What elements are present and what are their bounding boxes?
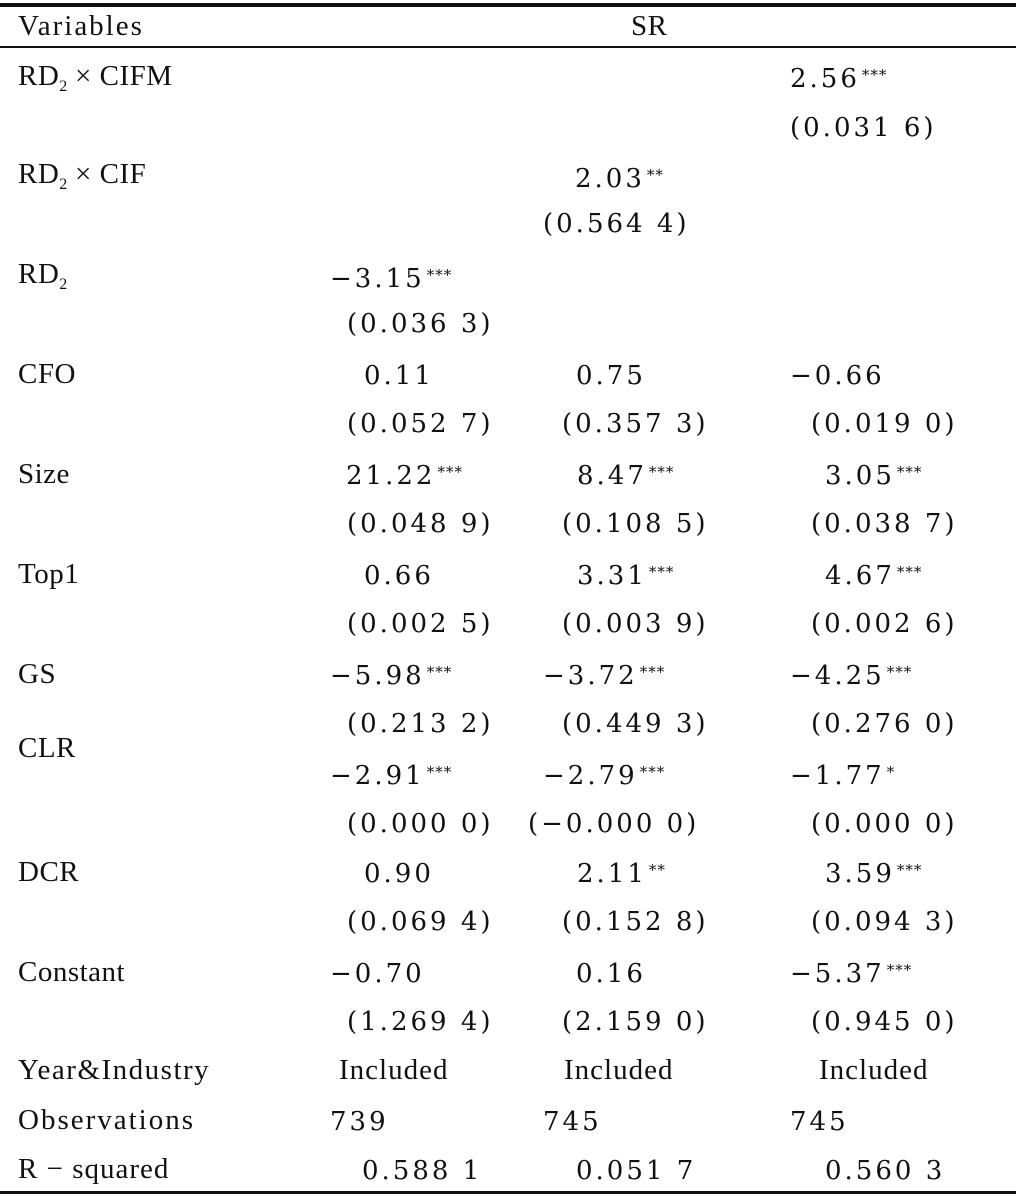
- coef-gs-col1: −5.98 ***: [330, 661, 453, 691]
- se-rd2-cifm-col3: (0.031 6): [790, 113, 937, 143]
- row-label-clr: CLR: [18, 732, 76, 764]
- coef-gs-col2: −3.72 ***: [543, 661, 666, 691]
- se-rd2-col1: (0.036 3): [347, 309, 494, 339]
- coef-clr-col3: −1.77 *: [790, 761, 896, 791]
- coef-clr-col2: −2.79 ***: [543, 761, 666, 791]
- row-label-gs: GS: [18, 658, 57, 690]
- footer-r-squared-col3: 0.560 3: [825, 1156, 946, 1186]
- se-cfo-col3: (0.019 0): [811, 409, 958, 439]
- header-dependent-sr: SR: [631, 10, 668, 42]
- coef-rd2-col1: −3.15 ***: [330, 264, 453, 294]
- se-cfo-col2: (0.357 3): [562, 409, 709, 439]
- footer-observations-col1: 739: [330, 1107, 389, 1137]
- coef-clr-col1: −2.91 ***: [330, 761, 453, 791]
- se-dcr-col1: (0.069 4): [347, 907, 494, 937]
- coef-dcr-col1: 0.90: [364, 859, 434, 889]
- se-top1-col2: (0.003 9): [562, 609, 709, 639]
- se-constant-col2: (2.159 0): [562, 1007, 709, 1037]
- se-gs-col1: (0.213 2): [347, 709, 494, 739]
- se-cfo-col1: (0.052 7): [347, 409, 494, 439]
- se-constant-col3: (0.945 0): [811, 1007, 958, 1037]
- coef-gs-col3: −4.25 ***: [790, 661, 913, 691]
- se-dcr-col2: (0.152 8): [562, 907, 709, 937]
- row-label-rd2: $RD_2$: [18, 258, 68, 293]
- se-constant-col1: (1.269 4): [347, 1007, 494, 1037]
- footer-year-industry-col1: Included: [339, 1054, 449, 1086]
- footer-label-observations: Observations: [18, 1104, 196, 1136]
- coef-rd2-cifm-col3: 2.56 ***: [790, 64, 888, 94]
- footer-observations-col3: 745: [790, 1107, 849, 1137]
- se-dcr-col3: (0.094 3): [811, 907, 958, 937]
- coef-constant-col3: −5.37 ***: [790, 959, 913, 989]
- se-clr-col3: (0.000 0): [811, 809, 958, 839]
- coef-cfo-col3: −0.66: [790, 361, 885, 391]
- table-header-rule: [0, 46, 1016, 48]
- coef-constant-col1: −0.70: [330, 959, 425, 989]
- row-label-dcr: DCR: [18, 856, 80, 888]
- table-bottom-rule: [0, 1191, 1016, 1194]
- se-gs-col2: (0.449 3): [562, 709, 709, 739]
- coef-constant-col2: 0.16: [576, 959, 646, 989]
- footer-r-squared-col1: 0.588 1: [362, 1156, 483, 1186]
- se-rd2-cif-col2: (0.564 4): [543, 209, 690, 239]
- footer-label-year-industry: Year&Industry: [18, 1054, 211, 1086]
- coef-size-col1: 21.22 ***: [346, 461, 463, 491]
- footer-label-r-squared: R − squared: [18, 1153, 170, 1185]
- row-label-top1: Top1: [18, 558, 80, 590]
- footer-r-squared-col2: 0.051 7: [576, 1156, 697, 1186]
- se-clr-col1: (0.000 0): [347, 809, 494, 839]
- se-size-col1: (0.048 9): [347, 509, 494, 539]
- footer-year-industry-col3: Included: [819, 1054, 929, 1086]
- row-label-cfo: CFO: [18, 358, 76, 390]
- coef-cfo-col2: 0.75: [576, 361, 646, 391]
- row-label-constant: Constant: [18, 956, 126, 988]
- footer-observations-col2: 745: [543, 1107, 602, 1137]
- coef-size-col3: 3.05 ***: [825, 461, 923, 491]
- se-gs-col3: (0.276 0): [811, 709, 958, 739]
- row-label-size: Size: [18, 458, 70, 490]
- footer-year-industry-col2: Included: [564, 1054, 674, 1086]
- coef-dcr-col2: 2.11 **: [577, 859, 666, 889]
- coef-top1-col3: 4.67 ***: [825, 561, 923, 591]
- se-size-col2: (0.108 5): [562, 509, 709, 539]
- coef-top1-col2: 3.31 ***: [577, 561, 675, 591]
- coef-rd2-cif-col2: 2.03 **: [575, 164, 664, 194]
- se-top1-col1: (0.002 5): [347, 609, 494, 639]
- se-size-col3: (0.038 7): [811, 509, 958, 539]
- coef-top1-col1: 0.66: [364, 561, 434, 591]
- se-clr-col2: (−0.000 0): [528, 809, 700, 839]
- coef-size-col2: 8.47 ***: [577, 461, 675, 491]
- coef-cfo-col1: 0.11: [364, 361, 434, 391]
- table-top-rule: [0, 3, 1016, 7]
- header-variables: Variables: [18, 10, 144, 42]
- row-label-rd2-cif: $RD_2$ × CIF: [18, 158, 147, 193]
- se-top1-col3: (0.002 6): [811, 609, 958, 639]
- coef-dcr-col3: 3.59 ***: [825, 859, 923, 889]
- row-label-rd2-cifm: $RD_2$ × CIFM: [18, 60, 173, 95]
